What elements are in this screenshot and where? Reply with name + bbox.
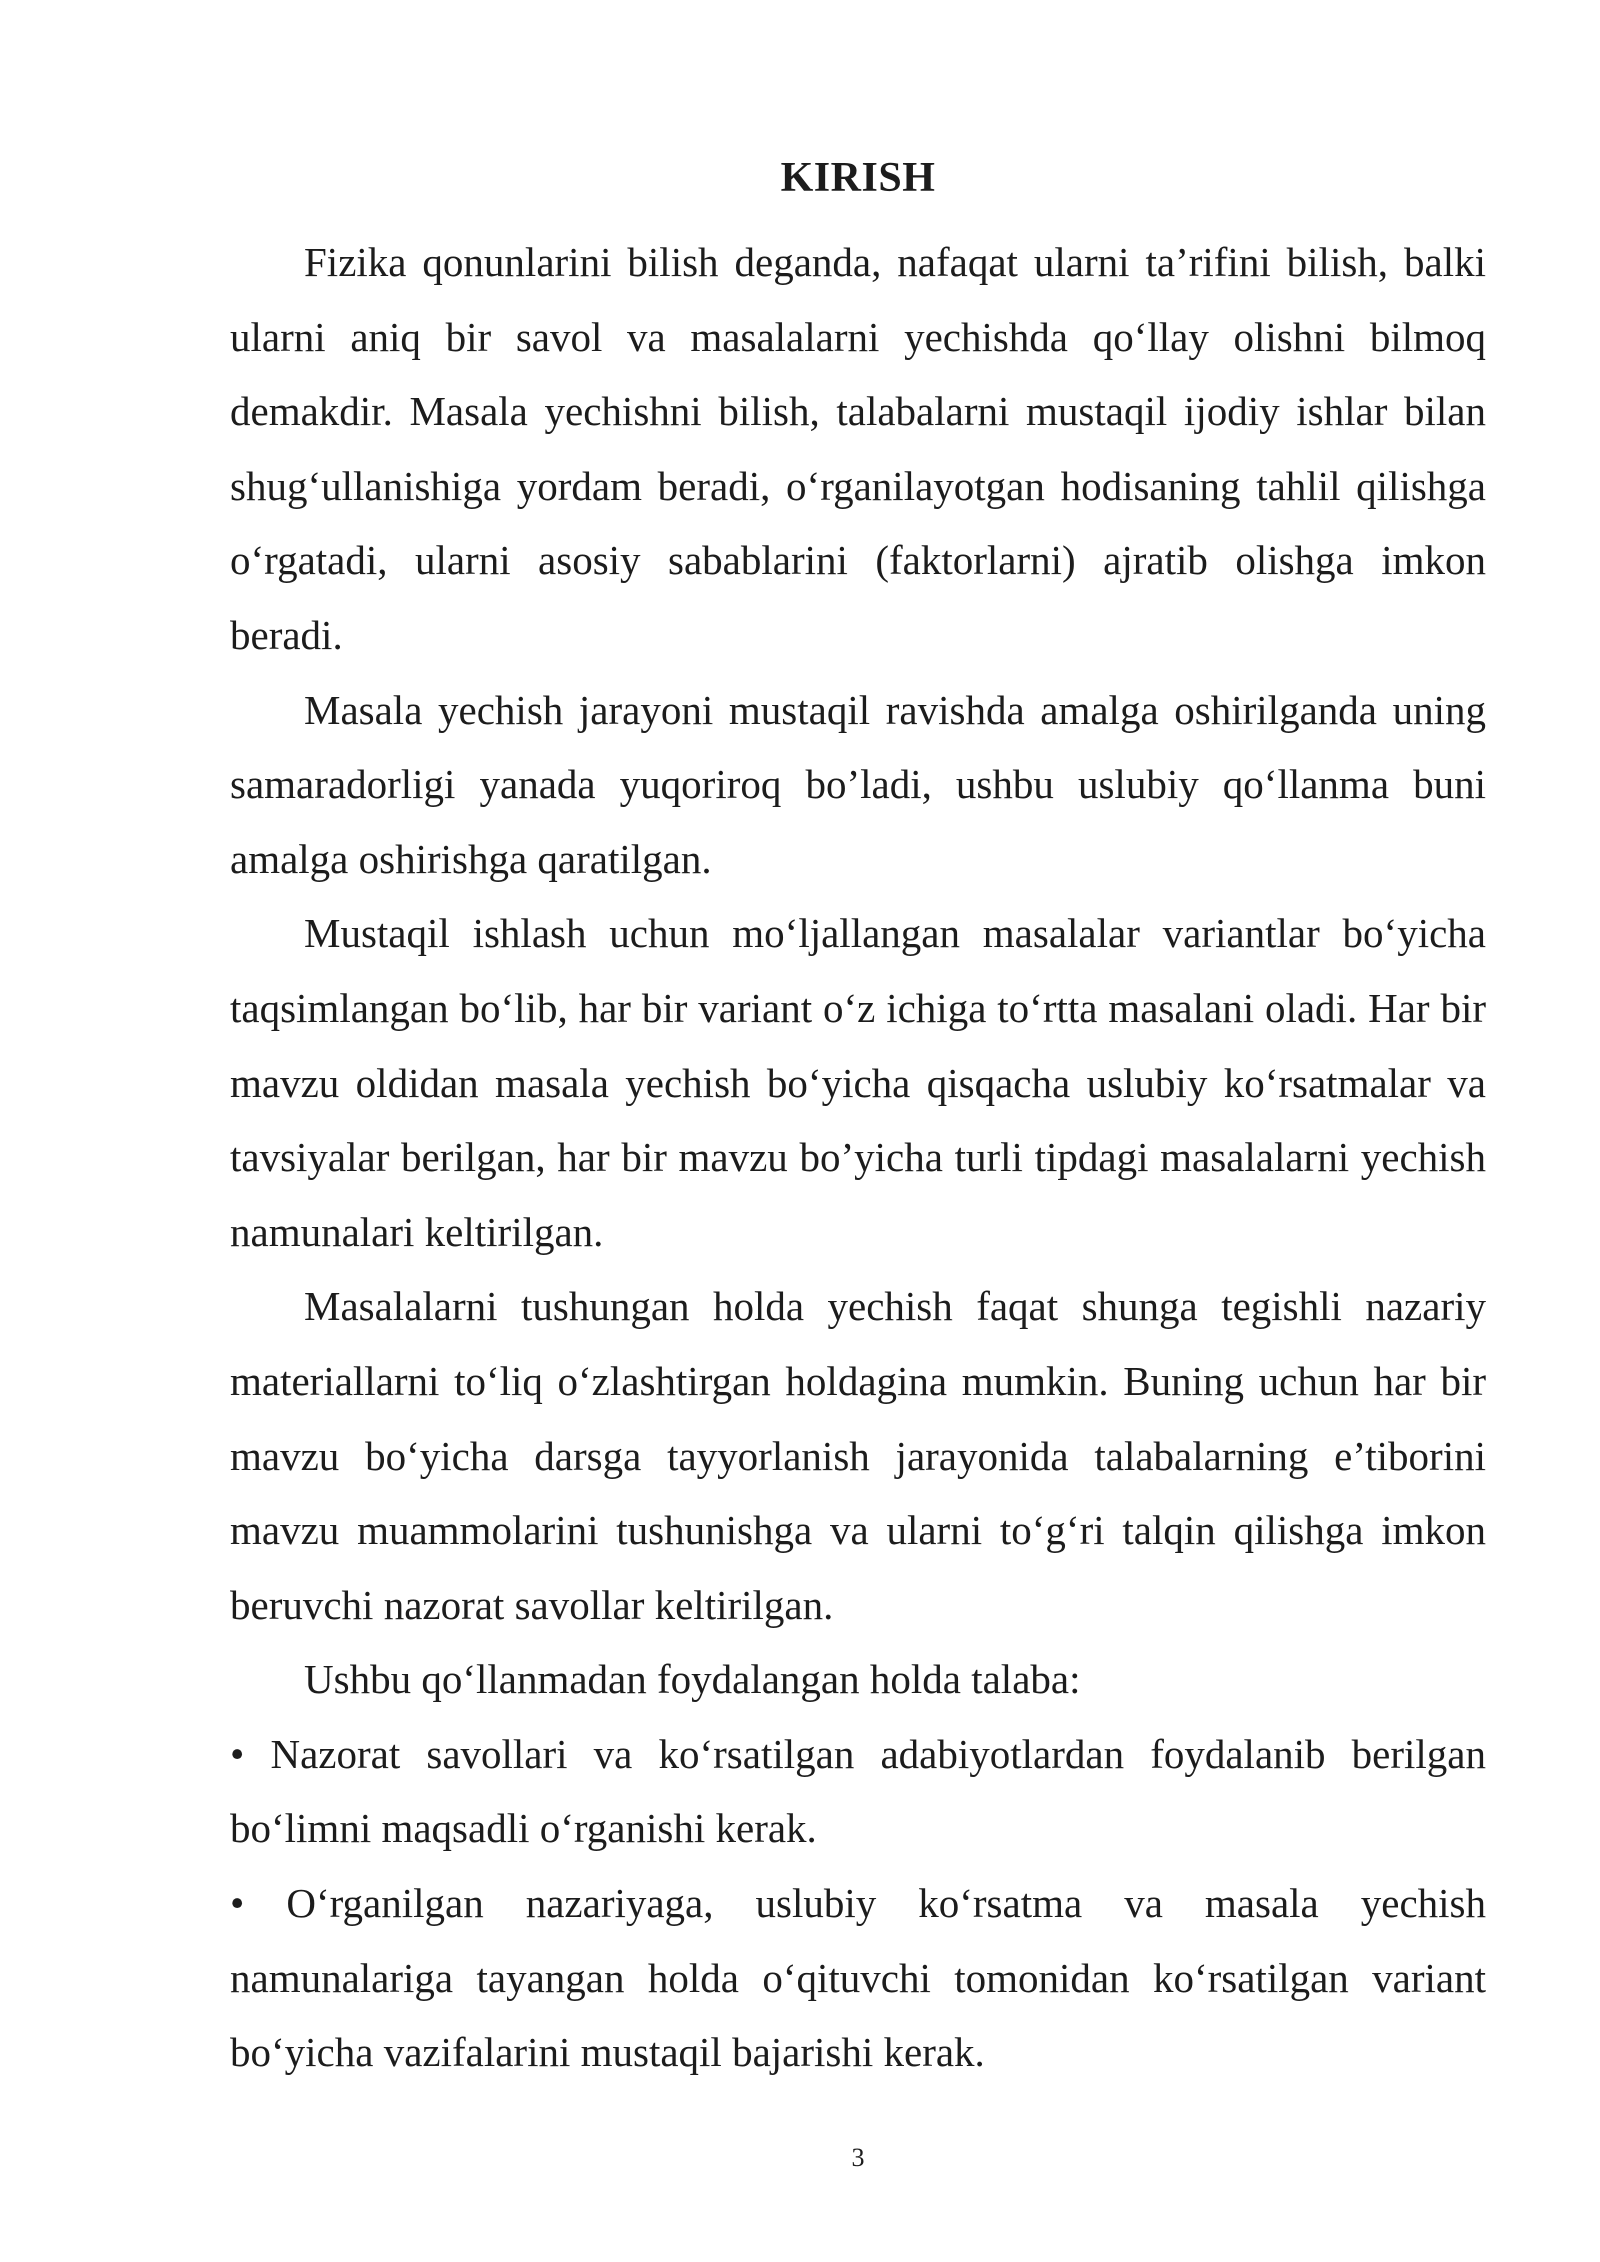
bullet-item: • O‘rganilgan nazariyaga, uslubiy ko‘rsatma va masala yechish namunalariga tayangan holda o‘qituvchi tomonidan ko‘rsatilgan variant bo‘yicha vazifalarini mustaqil bajarishi kerak. — [230, 1880, 1486, 2076]
paragraph-student-tasks: Ushbu qo‘llanmadan foydalangan holda talaba: — [304, 1656, 1081, 1703]
paragraph-theory: Masalalarni tushungan holda yechish faqat shunga tegishli nazariy materiallarni to‘liq o‘zlashtirgan holdagina mumkin. Buning uchun har bir mavzu bo‘yicha darsga tayyorlanish jarayonida talabalarning e’tiborini mavzu muammolarini tushunishga va ularni to‘g‘ri talqin qilishga imkon beruvchi nazorat savollar keltirilgan. — [230, 1283, 1486, 1628]
section-title: KIRISH — [780, 155, 936, 201]
paragraph-intro: Fizika qonunlarini bilish deganda, nafaqat ularni ta’rifini bilish, balki ularni aniq bir savol va masalalarni yechishda qo‘llay olishni bilmoq demakdir. Masala yechishni bilish, talabalarni mustaqil ijodiy ishlar bilan shug‘ullanishiga yordam beradi, o‘rganilayotgan hodisaning tahlil qilishga o‘rgatadi, ularni asosiy sabablarini (faktorlarni) ajratib olishga imkon beradi. — [230, 239, 1486, 658]
body-text — [230, 225, 1486, 2090]
bullet-item: • Nazorat savollari va ko‘rsatilgan adabiyotlardan foydalanib berilgan bo‘limni maqsadli o‘rganishi kerak. — [230, 1730, 1486, 1852]
paragraph-process: Masala yechish jarayoni mustaqil ravishda amalga oshirilganda uning samaradorligi yanada yuqoriroq bo’ladi, ushbu uslubiy qo‘llanma buni amalga oshirishga qaratilgan. — [230, 686, 1486, 882]
paragraph-variants: Mustaqil ishlash uchun mo‘ljallangan masalalar variantlar bo‘yicha taqsimlangan bo‘lib, har bir variant o‘z ichiga to‘rtta masalani oladi. Har bir mavzu oldidan masala yechish bo‘yicha qisqacha uslubiy ko‘rsatmalar va tavsiyalar berilgan, har bir mavzu bo’yicha turli tipdagi masalalarni yechish namunalari keltirilgan. — [230, 910, 1486, 1255]
document-page — [230, 0, 1486, 2262]
page-number: 3 — [851, 2143, 865, 2172]
